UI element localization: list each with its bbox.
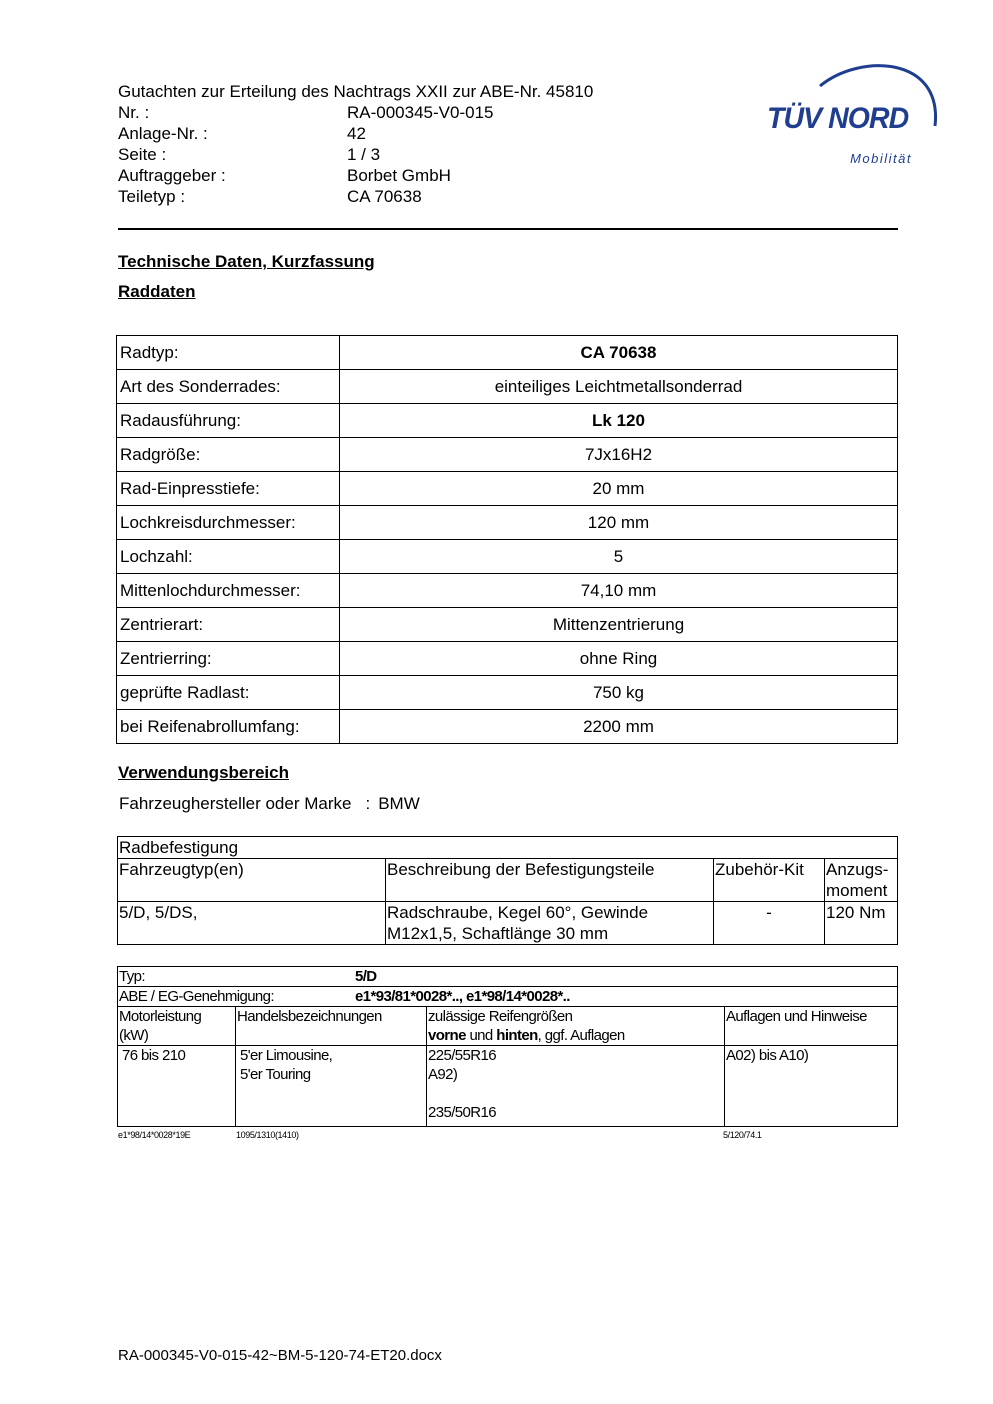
maker-separator: : xyxy=(365,794,371,813)
type-approval-table xyxy=(117,966,898,1127)
header-label: Auftraggeber : xyxy=(118,166,226,185)
wheel-value: 74,10 mm xyxy=(340,574,898,608)
wheel-label: Rad-Einpresstiefe: xyxy=(117,472,340,506)
column-header: Handelsbezeichnungen xyxy=(236,1007,427,1046)
tires-header-detail xyxy=(428,1026,723,1045)
header-label: Anlage-Nr. : xyxy=(118,124,208,143)
table-row xyxy=(117,676,898,710)
tire-sizes xyxy=(427,1046,725,1127)
trade-name: 5'er Touring xyxy=(240,1066,311,1083)
header-value: Borbet GmbH xyxy=(347,166,451,185)
wheel-value: ohne Ring xyxy=(340,642,898,676)
document-title: Gutachten zur Erteilung des Nachtrags XXII zur ABE-Nr. 45810 xyxy=(118,82,594,101)
notes: A02) bis A10) xyxy=(725,1046,898,1127)
table-row xyxy=(117,472,898,506)
header-value: 1 / 3 xyxy=(347,145,381,164)
header-field-seite xyxy=(118,144,593,165)
type-value: 5/D xyxy=(355,968,377,985)
footer-filename: RA-000345-V0-015-42~BM-5-120-74-ET20.docx xyxy=(118,1347,442,1364)
table-row xyxy=(118,1046,898,1127)
wheel-label: Lochzahl: xyxy=(117,540,340,574)
wheel-value: 750 kg xyxy=(340,676,898,710)
maker-value: BMW xyxy=(378,794,420,813)
tire-note: A92) xyxy=(428,1066,458,1083)
wheel-value: 7Jx16H2 xyxy=(340,438,898,472)
header-value: RA-000345-V0-015 xyxy=(347,103,494,122)
vehicle-types: 5/D, 5/DS, xyxy=(118,902,386,945)
wheel-value: Mittenzentrierung xyxy=(340,608,898,642)
wheel-label: Mittenlochdurchmesser: xyxy=(117,574,340,608)
wheel-value: einteiliges Leichtmetallsonderrad xyxy=(340,370,898,404)
tires-header-line: zulässige Reifengrößen xyxy=(428,1008,573,1025)
wheel-label: Art des Sonderrades: xyxy=(117,370,340,404)
header-value: 42 xyxy=(347,124,366,143)
column-header: Anzugs-moment xyxy=(825,859,898,902)
table-row xyxy=(117,608,898,642)
table-row xyxy=(117,404,898,438)
wheel-value: CA 70638 xyxy=(340,336,898,370)
table-row xyxy=(117,506,898,540)
header-label: Nr. : xyxy=(118,103,150,122)
section-wheel-data: Raddaten xyxy=(118,282,196,301)
table-row xyxy=(117,336,898,370)
table-row xyxy=(118,987,898,1007)
wheel-label: Zentrierring: xyxy=(117,642,340,676)
wheel-label: Radausführung: xyxy=(117,404,340,438)
header-label: Teiletyp : xyxy=(118,187,186,206)
table-row xyxy=(117,574,898,608)
table-header-row xyxy=(118,1007,898,1046)
bolt-pattern-code: 5/120/74.1 xyxy=(723,1130,762,1140)
tires-rest: , ggf. Auflagen xyxy=(537,1027,625,1044)
table-row xyxy=(118,837,898,859)
accessory-kit: - xyxy=(714,902,825,945)
header-field-auftraggeber xyxy=(118,165,593,186)
tires-front: vorne xyxy=(428,1027,466,1044)
header-divider xyxy=(118,228,898,230)
document-header xyxy=(118,81,593,207)
header-field-nr xyxy=(118,102,593,123)
tire-size: 225/55R16 xyxy=(428,1047,496,1064)
tightening-torque: 120 Nm xyxy=(825,902,898,945)
wheel-value: 120 mm xyxy=(340,506,898,540)
fastening-table xyxy=(117,836,898,945)
wheel-value: 2200 mm xyxy=(340,710,898,744)
wheel-label: geprüfte Radlast: xyxy=(117,676,340,710)
logo-subtitle: Mobilität xyxy=(850,151,912,166)
logo-brand: TÜV NORD xyxy=(767,102,909,135)
approval-code: e1*98/14*0028*19E xyxy=(118,1130,191,1140)
wheel-label: Radgröße: xyxy=(117,438,340,472)
header-field-teiletyp xyxy=(118,186,593,207)
spacer xyxy=(428,1084,723,1103)
wheel-label: Radtyp: xyxy=(117,336,340,370)
column-header: Fahrzeugtyp(en) xyxy=(118,859,386,902)
column-header: Beschreibung der Befestigungsteile xyxy=(386,859,714,902)
header-value: CA 70638 xyxy=(347,187,422,206)
dimension-code: 1095/1310(1410) xyxy=(236,1130,299,1140)
column-header: Motorleistung (kW) xyxy=(118,1007,236,1046)
header-label: Seite : xyxy=(118,145,167,164)
table-row xyxy=(117,370,898,404)
wheel-value: Lk 120 xyxy=(340,404,898,438)
wheel-value: 5 xyxy=(340,540,898,574)
fastening-description: Radschraube, Kegel 60°, Gewinde M12x1,5, Schaftlänge 30 mm xyxy=(386,902,714,945)
table-row xyxy=(118,902,898,945)
table-row xyxy=(118,967,898,987)
tires-rear: hinten xyxy=(496,1027,538,1044)
type-label: Typ: xyxy=(119,968,145,985)
header-field-anlage xyxy=(118,123,593,144)
table-row xyxy=(117,710,898,744)
column-header: Zubehör-Kit xyxy=(714,859,825,902)
wheel-data-table xyxy=(116,335,898,744)
table-header-row xyxy=(118,859,898,902)
abe-value: e1*93/81*0028*.., e1*98/14*0028*.. xyxy=(355,988,570,1005)
column-header-tires xyxy=(427,1007,725,1046)
fastening-title: Radbefestigung xyxy=(118,837,898,859)
trade-name: 5'er Limousine, xyxy=(240,1047,333,1064)
wheel-label: bei Reifenabrollumfang: xyxy=(117,710,340,744)
tire-size: 235/50R16 xyxy=(428,1104,496,1121)
tuv-nord-logo xyxy=(765,58,940,170)
motor-power: 76 bis 210 xyxy=(118,1046,236,1127)
wheel-value: 20 mm xyxy=(340,472,898,506)
section-technical: Technische Daten, Kurzfassung xyxy=(118,252,375,271)
abe-label: ABE / EG-Genehmigung: xyxy=(119,988,274,1005)
tires-and: und xyxy=(469,1027,493,1044)
wheel-label: Zentrierart: xyxy=(117,608,340,642)
vehicle-maker xyxy=(119,794,420,814)
section-usage: Verwendungsbereich xyxy=(118,763,289,782)
maker-label: Fahrzeughersteller oder Marke xyxy=(119,794,352,813)
table-row xyxy=(117,438,898,472)
table-row xyxy=(117,540,898,574)
table-row xyxy=(117,642,898,676)
column-header: Auflagen und Hinweise xyxy=(725,1007,898,1046)
trade-names xyxy=(236,1046,427,1127)
wheel-label: Lochkreisdurchmesser: xyxy=(117,506,340,540)
